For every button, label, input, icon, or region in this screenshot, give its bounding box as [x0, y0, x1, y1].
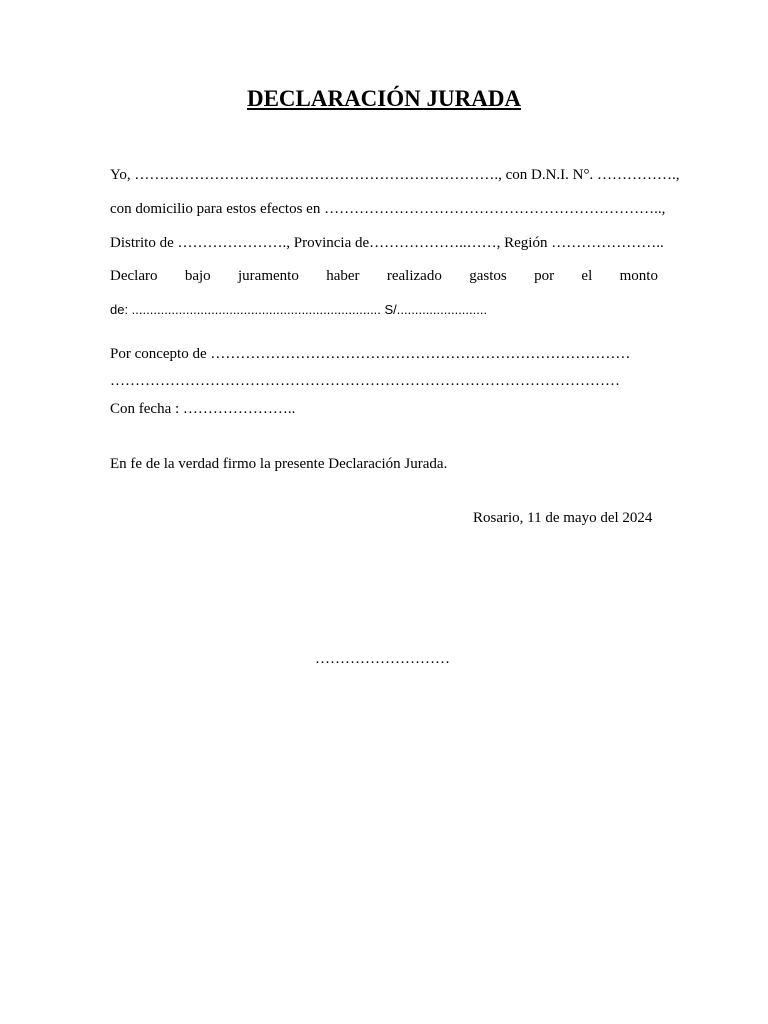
oath-statement-line	[110, 267, 658, 285]
oath-word: haber	[326, 268, 360, 284]
amount-line: de: ..................................................................... S/.........................	[110, 302, 488, 317]
oath-word: bajo	[184, 268, 211, 284]
declarant-name-line: Yo, ………………………………………………………………., con D.N.I. N°. …………….,	[110, 167, 680, 183]
document-title: DECLARACIÓN JURADA	[246, 86, 522, 111]
signature-line: ………………………	[315, 651, 450, 667]
oath-word: juramento	[238, 268, 299, 284]
location-line: Distrito de …………………., Provincia de………………..……, Región …………………..	[110, 235, 664, 251]
concept-line: Por concepto de …………………………………………………………………………	[110, 346, 631, 362]
oath-word: gastos	[469, 268, 507, 284]
address-line: con domicilio para estos efectos en …………………………………………………………..,	[110, 201, 666, 217]
oath-word: por	[534, 268, 555, 284]
oath-word: Declaro	[110, 268, 158, 284]
oath-word: monto	[619, 268, 658, 284]
oath-word: el	[581, 268, 593, 284]
oath-word: realizado	[386, 268, 442, 284]
date-field-line: Con fecha : …………………..	[110, 401, 296, 417]
closing-statement: En fe de la verdad firmo la presente Declaración Jurada.	[110, 456, 448, 472]
place-and-date: Rosario, 11 de mayo del 2024	[473, 510, 653, 526]
concept-continuation-line: …………………………………………………………………………………………	[110, 373, 620, 389]
